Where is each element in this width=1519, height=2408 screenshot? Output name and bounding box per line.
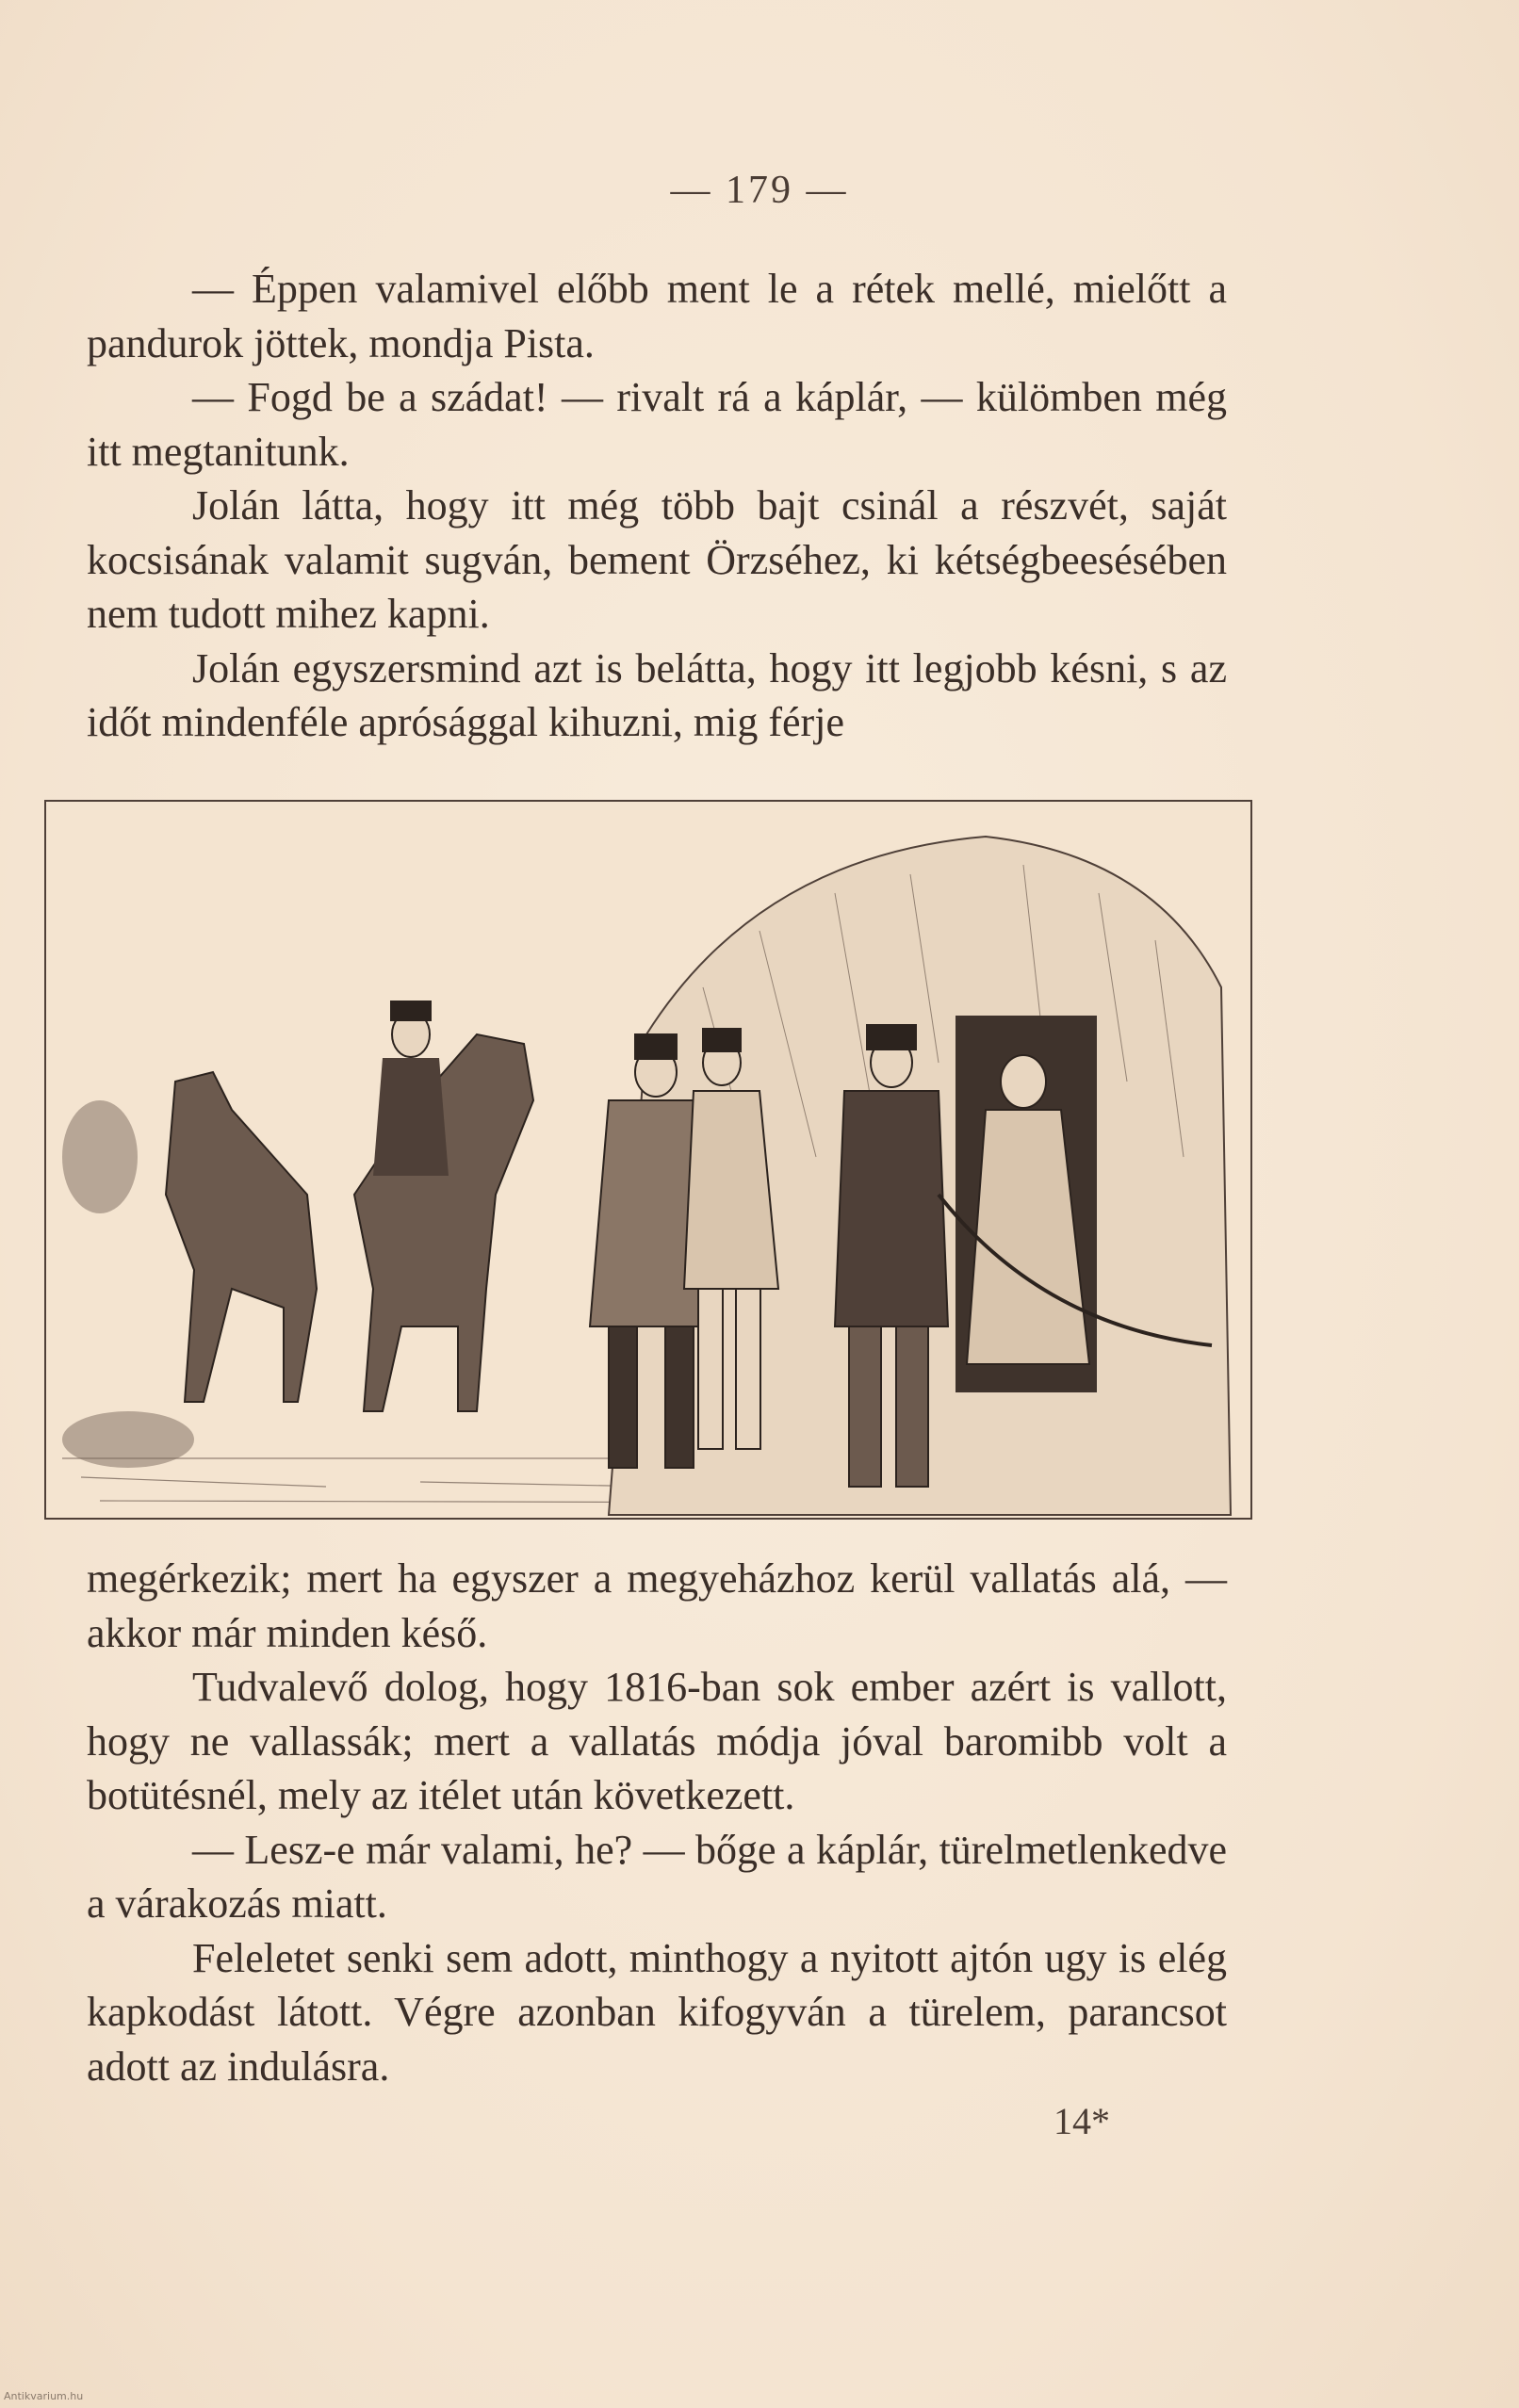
paragraph: — Éppen valamivel előbb ment le a rétek mellé, mielőtt a pandurok jöttek, mondja Pista. [87, 266, 1227, 366]
paragraph: Feleletet senki sem adott, minthogy a nyitott ajtón ugy is elég kapkodást látott. Végre azonban kifogyván a türelem, parancsot adott az indulásra. [87, 1934, 1227, 2090]
paragraph: Jolán látta, hogy itt még több bajt csinál a részvét, saját kocsisának valamit sugván, bement Örzséhez, ki kétségbeesésében nem tudott mihez kapni. [87, 482, 1227, 637]
lower-text-block [87, 1552, 1227, 2093]
paragraph: megérkezik; mert ha egyszer a megyeházhoz kerül vallatás alá, — akkor már minden késő. [87, 1555, 1227, 1656]
watermark: Antikvarium.hu [4, 2390, 84, 2402]
paragraph: Tudvalevő dolog, hogy 1816-ban sok ember azért is vallott, hogy ne vallassák; mert a vallatás módja jóval baromibb volt a botütésnél, mely az itélet után következett. [87, 1664, 1227, 1818]
upper-text-block [87, 262, 1227, 750]
page-number: — 179 — [670, 169, 849, 212]
paragraph: — Lesz-e már valami, he? — bőge a káplár, türelmetlenkedve a várakozás miatt. [87, 1826, 1227, 1927]
paragraph: — Fogd be a szádat! — rivalt rá a káplár, — külömben még itt megtanitunk. [87, 374, 1227, 475]
engraving-illustration [43, 799, 1253, 1521]
signature-mark: 14* [1054, 2100, 1110, 2142]
paragraph: Jolán egyszersmind azt is belátta, hogy itt legjobb késni, s az időt mindenféle aprósággal kihuzni, mig férje [87, 644, 1227, 745]
